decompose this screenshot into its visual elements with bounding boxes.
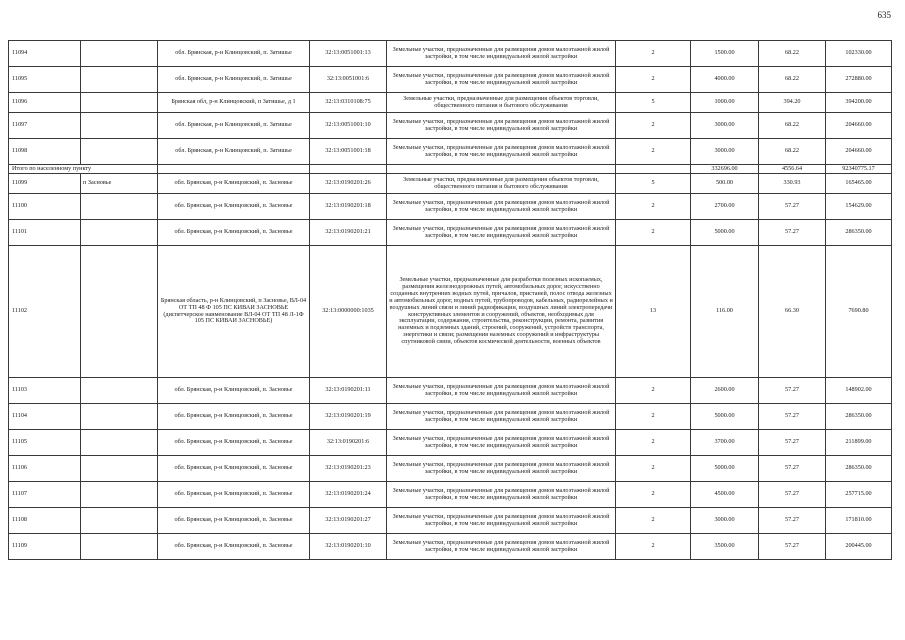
row-number: 11096 <box>9 93 81 113</box>
area-cell: 5000.00 <box>691 220 759 246</box>
row-number: 11101 <box>9 220 81 246</box>
cadastral-value-cell: 286350.00 <box>826 404 892 430</box>
table-row <box>9 508 892 534</box>
cadastral-value-cell: 204660.00 <box>826 113 892 139</box>
group-cell: 2 <box>616 194 691 220</box>
cadastral-value-table <box>8 40 892 560</box>
specific-value-cell: 57.27 <box>759 456 826 482</box>
empty-cell <box>387 165 616 174</box>
cadastral-number-cell: 32:13:0051001:18 <box>310 139 387 165</box>
cadastral-number-cell: 32:13:0190201:18 <box>310 194 387 220</box>
page-number: 635 <box>877 10 891 20</box>
area-cell: 1500.00 <box>691 41 759 67</box>
settlement-cell <box>81 482 158 508</box>
area-cell: 5000.00 <box>691 456 759 482</box>
cadastral-number-cell: 32:13:0051001:10 <box>310 113 387 139</box>
land-purpose-cell: Земельные участки, предназначенные для размещения домов малоэтажной жилой застройки, в том числе индивидуальной жилой застройки <box>387 456 616 482</box>
cadastral-number-cell: 32:13:0190201:27 <box>310 508 387 534</box>
specific-value-cell: 330.93 <box>759 174 826 194</box>
land-purpose-cell: Земельные участки, предназначенные для размещения домов малоэтажной жилой застройки, в том числе индивидуальной жилой застройки <box>387 508 616 534</box>
table-row <box>9 113 892 139</box>
empty-cell <box>616 165 691 174</box>
area-cell: 3700.00 <box>691 430 759 456</box>
cadastral-value-cell: 171810.00 <box>826 508 892 534</box>
address-cell: обл. Брянская, р-н Клинцовский, п. Засновье <box>158 404 310 430</box>
group-cell: 2 <box>616 378 691 404</box>
total-specific-value: 4556.64 <box>759 165 826 174</box>
row-number: 11094 <box>9 41 81 67</box>
area-cell: 5000.00 <box>691 404 759 430</box>
table-row <box>9 194 892 220</box>
specific-value-cell: 68.22 <box>759 139 826 165</box>
cadastral-number-cell: 32:13:0190201:21 <box>310 220 387 246</box>
table-row <box>9 93 892 113</box>
address-cell: Брянская обл, р-н Клинцовский, п Затишье, д 1 <box>158 93 310 113</box>
settlement-cell <box>81 430 158 456</box>
settlement-cell <box>81 93 158 113</box>
area-cell: 3500.00 <box>691 534 759 560</box>
area-cell: 3000.00 <box>691 508 759 534</box>
cadastral-number-cell: 32:13:0190201:26 <box>310 174 387 194</box>
cadastral-number-cell: 32:13:0051001:6 <box>310 67 387 93</box>
address-cell: Брянская область, р-н Клинцовский, п Засновье, ВЛ-04 ОТ ТП 48 Ф 105 ПС КИВАИ ЗАСНОВЬЕ (диспетчерское наименование ВЛ-04 ОТ ТП 48 Л-1Ф 105 ПС КИВАИ ЗАСНОВЬЕ) <box>158 246 310 378</box>
settlement-cell <box>81 508 158 534</box>
table-row <box>9 378 892 404</box>
row-number: 11098 <box>9 139 81 165</box>
specific-value-cell: 57.27 <box>759 404 826 430</box>
empty-cell <box>158 165 310 174</box>
area-cell: 2600.00 <box>691 378 759 404</box>
address-cell: обл. Брянская, р-н Клинцовский, п. Засновье <box>158 534 310 560</box>
row-number: 11109 <box>9 534 81 560</box>
table-row <box>9 456 892 482</box>
cadastral-number-cell: 32:13:0190201:19 <box>310 404 387 430</box>
land-purpose-cell: Земельные участки, предназначенные для размещения домов малоэтажной жилой застройки, в том числе индивидуальной жилой застройки <box>387 220 616 246</box>
cadastral-value-cell: 102330.00 <box>826 41 892 67</box>
table-row <box>9 139 892 165</box>
cadastral-number-cell: 32:13:0000000:1035 <box>310 246 387 378</box>
cadastral-value-cell: 7690.80 <box>826 246 892 378</box>
land-purpose-cell: Земельные участки, предназначенные для размещения домов малоэтажной жилой застройки, в том числе индивидуальной жилой застройки <box>387 404 616 430</box>
group-cell: 5 <box>616 174 691 194</box>
land-purpose-cell: Земельные участки, предназначенные для размещения домов малоэтажной жилой застройки, в том числе индивидуальной жилой застройки <box>387 139 616 165</box>
table-row <box>9 430 892 456</box>
area-cell: 116.00 <box>691 246 759 378</box>
settlement-cell <box>81 194 158 220</box>
specific-value-cell: 66.30 <box>759 246 826 378</box>
cadastral-value-cell: 394200.00 <box>826 93 892 113</box>
specific-value-cell: 57.27 <box>759 534 826 560</box>
land-purpose-cell: Земельные участки, предназначенные для размещения домов малоэтажной жилой застройки, в том числе индивидуальной жилой застройки <box>387 378 616 404</box>
specific-value-cell: 57.27 <box>759 378 826 404</box>
settlement-cell <box>81 41 158 67</box>
land-purpose-cell: Земельные участки, предназначенные для размещения домов малоэтажной жилой застройки, в том числе индивидуальной жилой застройки <box>387 534 616 560</box>
land-purpose-cell: Земельные участки, предназначенные для размещения домов малоэтажной жилой застройки, в том числе индивидуальной жилой застройки <box>387 41 616 67</box>
cadastral-value-cell: 148902.00 <box>826 378 892 404</box>
total-cadastral-value: 92340775.17 <box>826 165 892 174</box>
address-cell: обл. Брянская, р-н Клинцовский, п. Засновье <box>158 482 310 508</box>
address-cell: обл. Брянская, р-н Клинцовский, п. Затишье <box>158 41 310 67</box>
land-purpose-cell: Земельные участки, предназначенные для размещения объектов торговли, общественного питания и бытового обслуживания <box>387 174 616 194</box>
group-cell: 2 <box>616 139 691 165</box>
cadastral-value-cell: 257715.00 <box>826 482 892 508</box>
address-cell: обл. Брянская, р-н Клинцовский, п. Затишье <box>158 113 310 139</box>
table-row <box>9 220 892 246</box>
land-purpose-cell: Земельные участки, предназначенные для разработки полезных ископаемых, размещения железнодорожных путей, автомобильных дорог, искусственно созданных внутренних водных путей, причалов, пристаней, полос отвода железных и автомобильных дорог, водных путей, трубопроводов, кабельных, радиорелейных и воздушных линий связи и линий радиофикации, воздушных линий электропередачи конструктивных элементов и сооружений, объектов, необходимых для эксплуатации, содержания, строительства, реконструкции, ремонта, развития наземных и подземных зданий, строений, сооружений, устройств транспорта, энергетики и связи; размещения наземных сооружений и инфраструктуры спутниковой связи, объектов космической деятельности, военных объектов <box>387 246 616 378</box>
row-number: 11097 <box>9 113 81 139</box>
land-purpose-cell: Земельные участки, предназначенные для размещения домов малоэтажной жилой застройки, в том числе индивидуальной жилой застройки <box>387 113 616 139</box>
table-row <box>9 41 892 67</box>
cadastral-value-cell: 272880.00 <box>826 67 892 93</box>
group-cell: 2 <box>616 430 691 456</box>
row-number: 11108 <box>9 508 81 534</box>
land-purpose-cell: Земельные участки, предназначенные для размещения домов малоэтажной жилой застройки, в том числе индивидуальной жилой застройки <box>387 482 616 508</box>
area-cell: 3000.00 <box>691 113 759 139</box>
cadastral-value-cell: 286350.00 <box>826 456 892 482</box>
group-cell: 2 <box>616 456 691 482</box>
settlement-cell <box>81 113 158 139</box>
empty-cell <box>310 165 387 174</box>
table-row <box>9 404 892 430</box>
cadastral-number-cell: 32:13:0310108:75 <box>310 93 387 113</box>
specific-value-cell: 57.27 <box>759 220 826 246</box>
total-area: 332696.00 <box>691 165 759 174</box>
table-row <box>9 246 892 378</box>
settlement-cell <box>81 378 158 404</box>
settlement-cell <box>81 404 158 430</box>
group-cell: 2 <box>616 67 691 93</box>
specific-value-cell: 68.22 <box>759 67 826 93</box>
area-cell: 3000.00 <box>691 139 759 165</box>
group-cell: 2 <box>616 220 691 246</box>
group-cell: 5 <box>616 93 691 113</box>
address-cell: обл. Брянская, р-н Клинцовский, п. Засновье <box>158 430 310 456</box>
row-number: 11103 <box>9 378 81 404</box>
address-cell: обл. Брянская, р-н Клинцовский, п. Засновье <box>158 174 310 194</box>
settlement-cell <box>81 139 158 165</box>
settlement-cell <box>81 67 158 93</box>
specific-value-cell: 57.27 <box>759 508 826 534</box>
row-number: 11106 <box>9 456 81 482</box>
cadastral-number-cell: 32:13:0190201:11 <box>310 378 387 404</box>
row-number: 11105 <box>9 430 81 456</box>
area-cell: 4500.00 <box>691 482 759 508</box>
area-cell: 500.00 <box>691 174 759 194</box>
address-cell: обл. Брянская, р-н Клинцовский, п. Засновье <box>158 220 310 246</box>
area-cell: 4000.00 <box>691 67 759 93</box>
address-cell: обл. Брянская, р-н Клинцовский, п. Затишье <box>158 67 310 93</box>
cadastral-number-cell: 32:13:0051001:13 <box>310 41 387 67</box>
cadastral-value-cell: 204660.00 <box>826 139 892 165</box>
cadastral-value-cell: 200445.00 <box>826 534 892 560</box>
row-number: 11099 <box>9 174 81 194</box>
cadastral-value-cell: 165465.00 <box>826 174 892 194</box>
cadastral-number-cell: 32:13:0190201:10 <box>310 534 387 560</box>
group-cell: 2 <box>616 113 691 139</box>
table-row <box>9 534 892 560</box>
address-cell: обл. Брянская, р-н Клинцовский, п. Засновье <box>158 194 310 220</box>
specific-value-cell: 57.27 <box>759 430 826 456</box>
cadastral-number-cell: 32:13:0190201:6 <box>310 430 387 456</box>
cadastral-value-cell: 154629.00 <box>826 194 892 220</box>
address-cell: обл. Брянская, р-н Клинцовский, п. Затишье <box>158 139 310 165</box>
row-number: 11102 <box>9 246 81 378</box>
specific-value-cell: 57.27 <box>759 194 826 220</box>
table-row <box>9 482 892 508</box>
cadastral-value-cell: 286350.00 <box>826 220 892 246</box>
area-cell: 2700.00 <box>691 194 759 220</box>
row-number: 11100 <box>9 194 81 220</box>
specific-value-cell: 68.22 <box>759 41 826 67</box>
cadastral-number-cell: 32:13:0190201:23 <box>310 456 387 482</box>
address-cell: обл. Брянская, р-н Клинцовский, п. Засновье <box>158 456 310 482</box>
land-purpose-cell: Земельные участки, предназначенные для размещения домов малоэтажной жилой застройки, в том числе индивидуальной жилой застройки <box>387 430 616 456</box>
settlement-cell: п Засновье <box>81 174 158 194</box>
settlement-cell <box>81 220 158 246</box>
land-purpose-cell: Земельные участки, предназначенные для размещения домов малоэтажной жилой застройки, в том числе индивидуальной жилой застройки <box>387 194 616 220</box>
address-cell: обл. Брянская, р-н Клинцовский, п. Засновье <box>158 508 310 534</box>
cadastral-number-cell: 32:13:0190201:24 <box>310 482 387 508</box>
total-row <box>9 165 892 174</box>
group-cell: 2 <box>616 41 691 67</box>
settlement-cell <box>81 246 158 378</box>
land-purpose-cell: Земельные участки, предназначенные для размещения объектов торговли, общественного питания и бытового обслуживания <box>387 93 616 113</box>
group-cell: 2 <box>616 404 691 430</box>
row-number: 11107 <box>9 482 81 508</box>
address-cell: обл. Брянская, р-н Клинцовский, п. Засновье <box>158 378 310 404</box>
specific-value-cell: 68.22 <box>759 113 826 139</box>
table-row <box>9 174 892 194</box>
settlement-cell <box>81 456 158 482</box>
group-cell: 13 <box>616 246 691 378</box>
table-row <box>9 67 892 93</box>
group-cell: 2 <box>616 534 691 560</box>
specific-value-cell: 394.20 <box>759 93 826 113</box>
area-cell: 1000.00 <box>691 93 759 113</box>
settlement-cell <box>81 534 158 560</box>
cadastral-value-cell: 211899.00 <box>826 430 892 456</box>
total-label: Итого по населенному пункту <box>9 165 158 174</box>
group-cell: 2 <box>616 508 691 534</box>
group-cell: 2 <box>616 482 691 508</box>
land-purpose-cell: Земельные участки, предназначенные для размещения домов малоэтажной жилой застройки, в том числе индивидуальной жилой застройки <box>387 67 616 93</box>
specific-value-cell: 57.27 <box>759 482 826 508</box>
row-number: 11104 <box>9 404 81 430</box>
row-number: 11095 <box>9 67 81 93</box>
